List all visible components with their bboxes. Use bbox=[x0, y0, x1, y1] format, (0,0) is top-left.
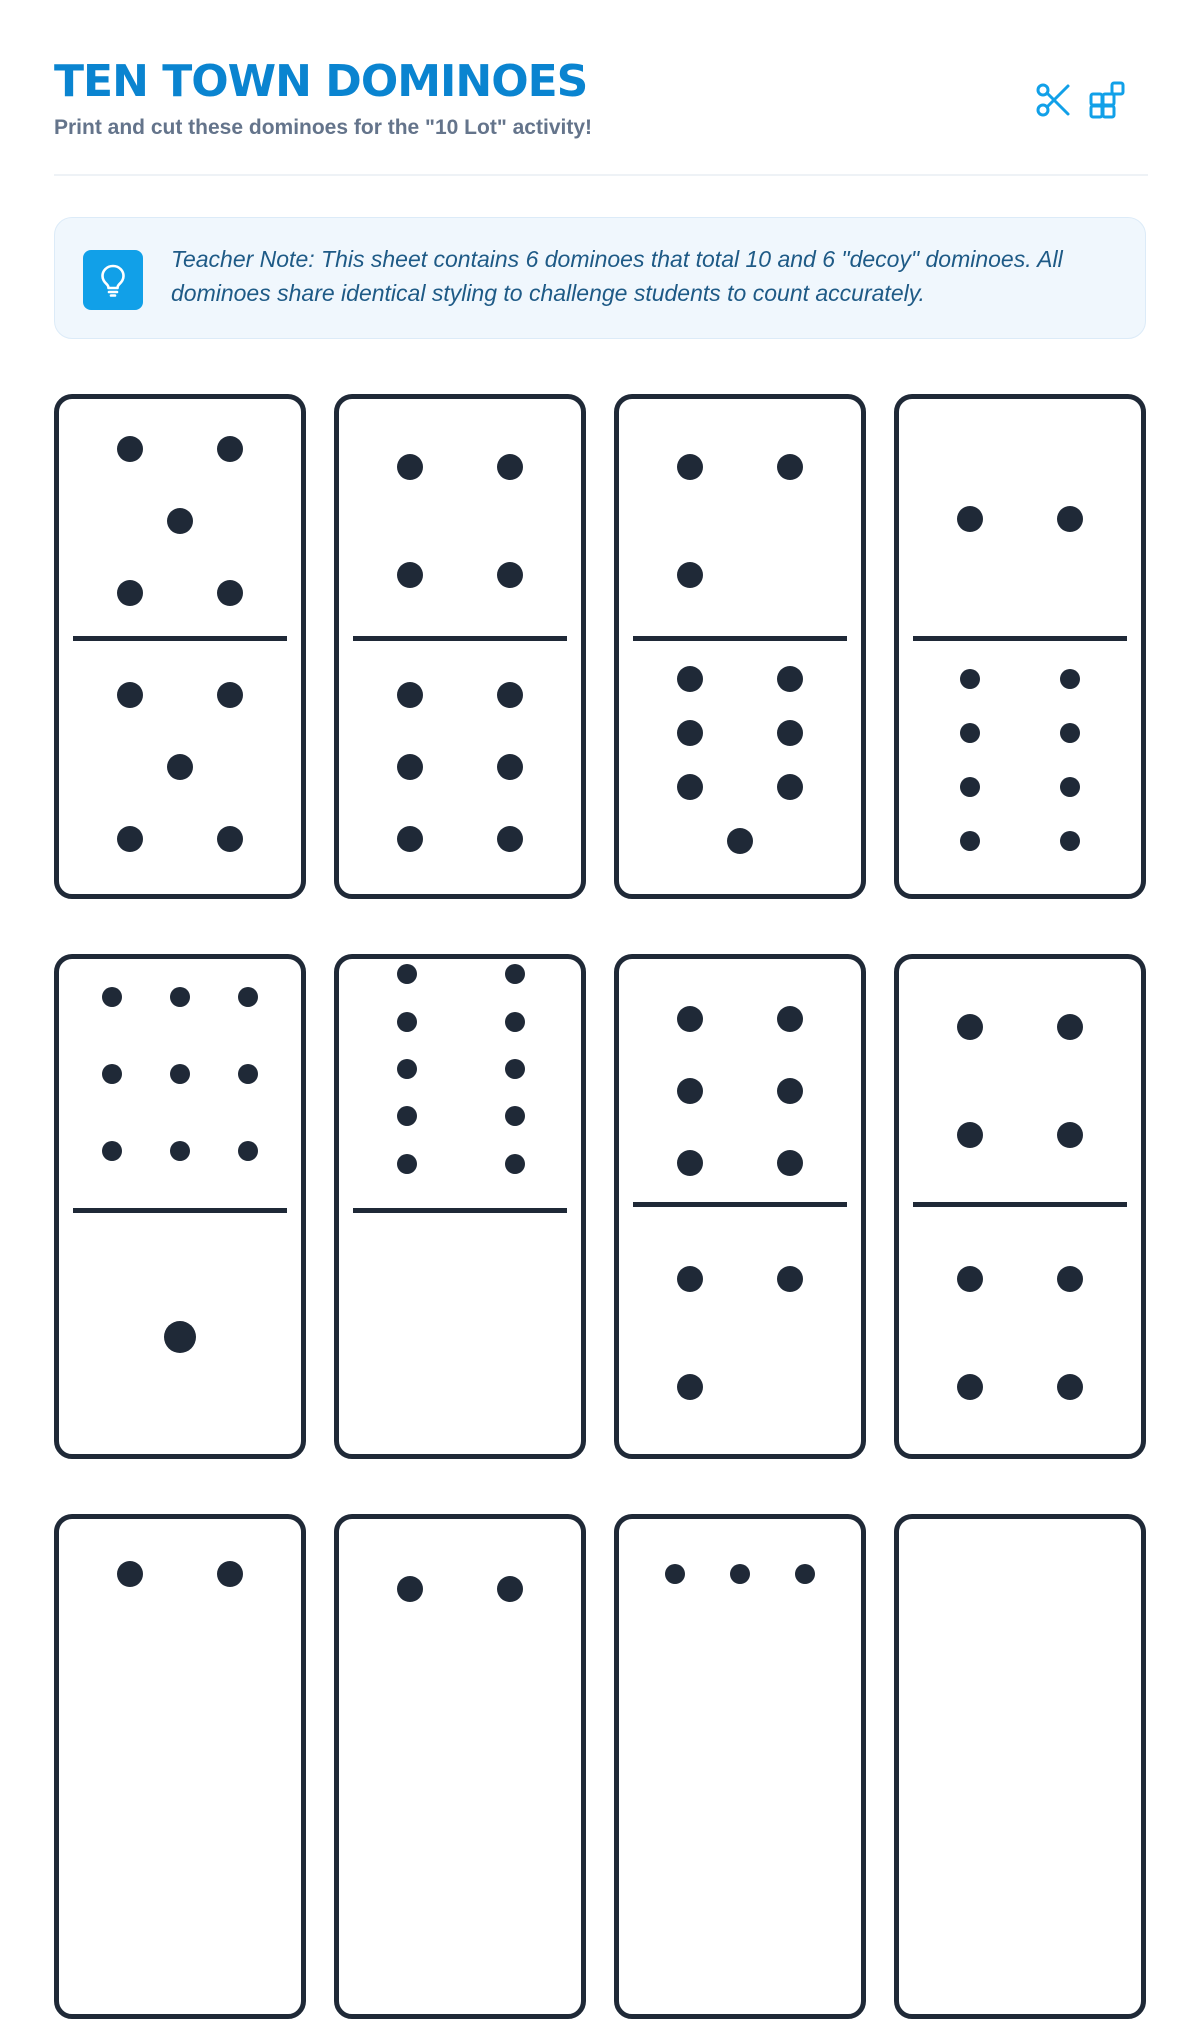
domino-top-pip bbox=[665, 1564, 685, 1584]
domino-top-pip bbox=[505, 1012, 525, 1032]
domino-top-pip bbox=[117, 1561, 143, 1587]
domino-bottom-pip bbox=[397, 826, 423, 852]
domino-top-pip bbox=[677, 1078, 703, 1104]
domino-bottom-pip bbox=[777, 720, 803, 746]
domino-bottom-pip bbox=[397, 682, 423, 708]
scissors-icon[interactable] bbox=[1034, 80, 1072, 120]
domino-divider bbox=[633, 1202, 847, 1207]
header-divider bbox=[54, 174, 1148, 176]
domino-top-pip bbox=[795, 1564, 815, 1584]
domino-top-pip bbox=[497, 1576, 523, 1602]
domino-bottom-pip bbox=[960, 831, 980, 851]
domino-top-pip bbox=[217, 1561, 243, 1587]
domino-face bbox=[339, 959, 581, 1454]
domino-divider bbox=[913, 636, 1127, 641]
domino-top-pip bbox=[397, 562, 423, 588]
domino-face bbox=[899, 1519, 1141, 2014]
apps-add-icon[interactable] bbox=[1088, 80, 1126, 120]
domino-bottom-pip bbox=[1057, 1266, 1083, 1292]
domino-face bbox=[899, 399, 1141, 894]
domino-face bbox=[619, 1519, 861, 2014]
domino-top-pip bbox=[505, 1106, 525, 1126]
domino-top-pip bbox=[117, 436, 143, 462]
domino-card[interactable] bbox=[54, 394, 306, 899]
domino-bottom-pip bbox=[777, 1266, 803, 1292]
domino-bottom-pip bbox=[777, 666, 803, 692]
domino-top-pip bbox=[505, 1059, 525, 1079]
domino-card[interactable] bbox=[54, 954, 306, 1459]
domino-top-pip bbox=[1057, 1122, 1083, 1148]
domino-top-pip bbox=[238, 987, 258, 1007]
domino-top-pip bbox=[497, 562, 523, 588]
domino-bottom-pip bbox=[397, 754, 423, 780]
domino-bottom-pip bbox=[117, 826, 143, 852]
domino-bottom-pip bbox=[677, 1266, 703, 1292]
domino-top-pip bbox=[102, 1141, 122, 1161]
domino-top-pip bbox=[238, 1064, 258, 1084]
domino-bottom-pip bbox=[117, 682, 143, 708]
domino-top-pip bbox=[397, 1059, 417, 1079]
domino-top-pip bbox=[677, 454, 703, 480]
domino-top-pip bbox=[217, 580, 243, 606]
domino-bottom-pip bbox=[777, 774, 803, 800]
domino-top-pip bbox=[397, 964, 417, 984]
domino-top-pip bbox=[102, 1064, 122, 1084]
domino-card[interactable] bbox=[334, 954, 586, 1459]
domino-bottom-pip bbox=[1060, 831, 1080, 851]
teacher-note-text: Teacher Note: This sheet contains 6 dominoes that total 10 and 6 "decoy" dominoes. All dominoes share identical styling to challenge students to count accurately. bbox=[171, 246, 1063, 306]
domino-top-pip bbox=[170, 987, 190, 1007]
domino-bottom-pip bbox=[1060, 777, 1080, 797]
domino-divider bbox=[73, 1208, 287, 1213]
domino-top-pip bbox=[777, 454, 803, 480]
domino-bottom-pip bbox=[957, 1374, 983, 1400]
teacher-note bbox=[54, 217, 1146, 339]
domino-top-pip bbox=[397, 1106, 417, 1126]
domino-top-pip bbox=[677, 1006, 703, 1032]
domino-top-pip bbox=[777, 1150, 803, 1176]
domino-bottom-pip bbox=[677, 774, 703, 800]
domino-card[interactable] bbox=[614, 1514, 866, 2019]
domino-card[interactable] bbox=[614, 954, 866, 1459]
domino-bottom-pip bbox=[960, 669, 980, 689]
domino-top-pip bbox=[505, 1154, 525, 1174]
domino-card[interactable] bbox=[894, 1514, 1146, 2019]
domino-bottom-pip bbox=[1060, 723, 1080, 743]
domino-top-pip bbox=[677, 562, 703, 588]
domino-face bbox=[339, 399, 581, 894]
domino-bottom-pip bbox=[167, 754, 193, 780]
domino-face bbox=[59, 1519, 301, 2014]
page-title: TEN TOWN DOMINOES bbox=[54, 56, 588, 107]
domino-top-pip bbox=[730, 1564, 750, 1584]
domino-bottom-pip bbox=[960, 777, 980, 797]
domino-top-pip bbox=[505, 964, 525, 984]
domino-top-pip bbox=[957, 1014, 983, 1040]
header-toolbar bbox=[1034, 80, 1126, 120]
domino-divider bbox=[633, 636, 847, 641]
domino-top-pip bbox=[397, 1012, 417, 1032]
domino-card[interactable] bbox=[894, 394, 1146, 899]
domino-face bbox=[899, 959, 1141, 1454]
domino-top-pip bbox=[397, 454, 423, 480]
domino-divider bbox=[353, 1208, 567, 1213]
domino-face bbox=[619, 399, 861, 894]
domino-top-pip bbox=[957, 506, 983, 532]
domino-bottom-pip bbox=[677, 720, 703, 746]
domino-face bbox=[339, 1519, 581, 2014]
domino-bottom-pip bbox=[217, 682, 243, 708]
lightbulb-icon bbox=[83, 250, 143, 310]
domino-top-pip bbox=[117, 580, 143, 606]
domino-divider bbox=[913, 1202, 1127, 1207]
domino-card[interactable] bbox=[614, 394, 866, 899]
domino-top-pip bbox=[1057, 506, 1083, 532]
domino-bottom-pip bbox=[1057, 1374, 1083, 1400]
domino-card[interactable] bbox=[894, 954, 1146, 1459]
domino-top-pip bbox=[217, 436, 243, 462]
domino-divider bbox=[353, 636, 567, 641]
domino-top-pip bbox=[777, 1078, 803, 1104]
domino-face bbox=[59, 959, 301, 1454]
domino-bottom-pip bbox=[677, 1374, 703, 1400]
domino-top-pip bbox=[957, 1122, 983, 1148]
domino-top-pip bbox=[397, 1154, 417, 1174]
domino-top-pip bbox=[1057, 1014, 1083, 1040]
domino-divider bbox=[73, 636, 287, 641]
domino-bottom-pip bbox=[217, 826, 243, 852]
domino-bottom-pip bbox=[727, 828, 753, 854]
domino-bottom-pip bbox=[957, 1266, 983, 1292]
domino-card[interactable] bbox=[54, 1514, 306, 2019]
page-subtitle: Print and cut these dominoes for the "10 Lot" activity! bbox=[54, 116, 592, 139]
domino-bottom-pip bbox=[497, 826, 523, 852]
domino-bottom-pip bbox=[164, 1321, 196, 1353]
domino-bottom-pip bbox=[677, 666, 703, 692]
domino-top-pip bbox=[238, 1141, 258, 1161]
domino-face bbox=[619, 959, 861, 1454]
domino-top-pip bbox=[170, 1141, 190, 1161]
domino-card[interactable] bbox=[334, 394, 586, 899]
domino-bottom-pip bbox=[1060, 669, 1080, 689]
domino-top-pip bbox=[777, 1006, 803, 1032]
domino-top-pip bbox=[497, 454, 523, 480]
domino-face bbox=[59, 399, 301, 894]
domino-bottom-pip bbox=[960, 723, 980, 743]
domino-top-pip bbox=[102, 987, 122, 1007]
domino-bottom-pip bbox=[497, 754, 523, 780]
domino-top-pip bbox=[170, 1064, 190, 1084]
domino-top-pip bbox=[167, 508, 193, 534]
domino-top-pip bbox=[677, 1150, 703, 1176]
domino-bottom-pip bbox=[497, 682, 523, 708]
domino-card[interactable] bbox=[334, 1514, 586, 2019]
domino-top-pip bbox=[397, 1576, 423, 1602]
